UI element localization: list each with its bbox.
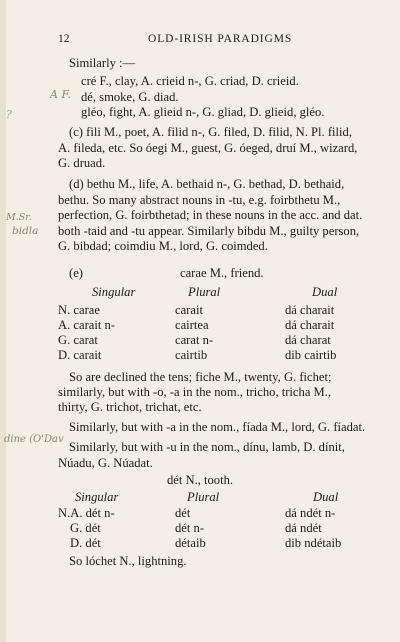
table-cell: dá charait (285, 318, 335, 332)
para-d-line-3: perfection, G. foirbthetad; in these nouns in the acc. and dat. (58, 208, 363, 222)
table-cell: dib ndétaib (285, 536, 342, 550)
section-e-label: (e) (69, 266, 83, 280)
table-cell: dá ndét (285, 521, 322, 535)
section-e-title: carae M., friend. (180, 266, 264, 280)
carae-col-dual: Dual (312, 285, 338, 299)
table-cell: carat n- (175, 333, 214, 347)
table-cell: D. carait (58, 348, 102, 362)
para-d-line-2: bethu. So many abstract nouns in -tu, e.g. foirbthetu M., (58, 193, 341, 207)
similarly-line-2: dé, smoke, G. diad. (81, 90, 179, 104)
tens-line-3: thirty, G. trichot, trichat, etc. (58, 400, 202, 414)
det-col-dual: Dual (313, 490, 339, 504)
table-cell: G. dét (70, 521, 101, 535)
fiada-line: Similarly, but with -a in the nom., fíada M., lord, G. fíadat. (69, 420, 366, 434)
table-cell: dá charat (285, 333, 331, 347)
similarly-heading: Similarly :— (69, 56, 136, 70)
table-cell: N. carae (58, 303, 100, 317)
table-cell: N.A. dét n- (58, 506, 115, 520)
marginal-note: bidla (12, 225, 39, 237)
table-cell: dét (175, 506, 191, 520)
carae-col-singular: Singular (92, 285, 136, 299)
table-cell: G. carat (58, 333, 98, 347)
page-header (0, 33, 400, 49)
det-title: dét N., tooth. (166, 473, 234, 487)
tens-line-2: similarly, but with -o, -a in the nom., tricho, tricha M., (58, 385, 332, 399)
table-cell: carait (175, 303, 203, 317)
dinu-line-1: Similarly, but with -u in the nom., dínu, lamb, D. dínit, (69, 440, 345, 454)
running-title: OLD-IRISH PARADIGMS (148, 33, 293, 45)
para-c-line-3: G. druad. (58, 156, 106, 170)
marginal-note: M.Sr. (6, 212, 32, 223)
table-cell: dib cairtib (285, 348, 337, 362)
para-c-line-2: A. fileda, etc. So óegi M., guest, G. óeged, druí M., wizard, (58, 141, 358, 155)
table-cell: détaib (175, 536, 206, 550)
det-col-plural: Plural (187, 490, 220, 504)
page-edge-shadow (0, 0, 6, 642)
marginal-note: ? (6, 108, 12, 121)
dinu-line-2: Núadu, G. Núadat. (58, 456, 153, 470)
det-col-singular: Singular (75, 490, 119, 504)
page-number: 12 (58, 33, 70, 45)
para-d-line-4: both -taid and -tu appear. Similarly bibdu M., guilty person, (58, 224, 360, 238)
similarly-line-3: gléo, fight, A. glieid n-, G. gliad, D. glieid, gléo. (81, 105, 325, 119)
marginal-note: dine (O'Dav (4, 434, 64, 445)
table-cell: D. dét (70, 536, 101, 550)
closing-line: So lóchet N., lightning. (69, 554, 187, 568)
table-cell: cairtea (175, 318, 209, 332)
table-cell: dá charait (285, 303, 335, 317)
similarly-line-1: cré F., clay, A. crieid n-, G. criad, D. crieid. (81, 74, 299, 88)
para-c-line-1: (c) fili M., poet, A. filid n-, G. filed, D. filid, N. Pl. filid, (69, 125, 352, 139)
table-cell: dét n- (175, 521, 205, 535)
table-cell: dá ndét n- (285, 506, 336, 520)
para-d-line-1: (d) bethu M., life, A. bethaid n-, G. bethad, D. bethaid, (69, 177, 345, 191)
tens-line-1: So are declined the tens; fiche M., twenty, G. fichet; (69, 370, 332, 384)
marginal-note: A F. (50, 88, 71, 101)
table-cell: A. carait n- (58, 318, 115, 332)
table-cell: cairtib (175, 348, 208, 362)
para-d-line-5: G. bibdad; coimdiu M., lord, G. coimded. (58, 239, 268, 253)
carae-col-plural: Plural (188, 285, 221, 299)
